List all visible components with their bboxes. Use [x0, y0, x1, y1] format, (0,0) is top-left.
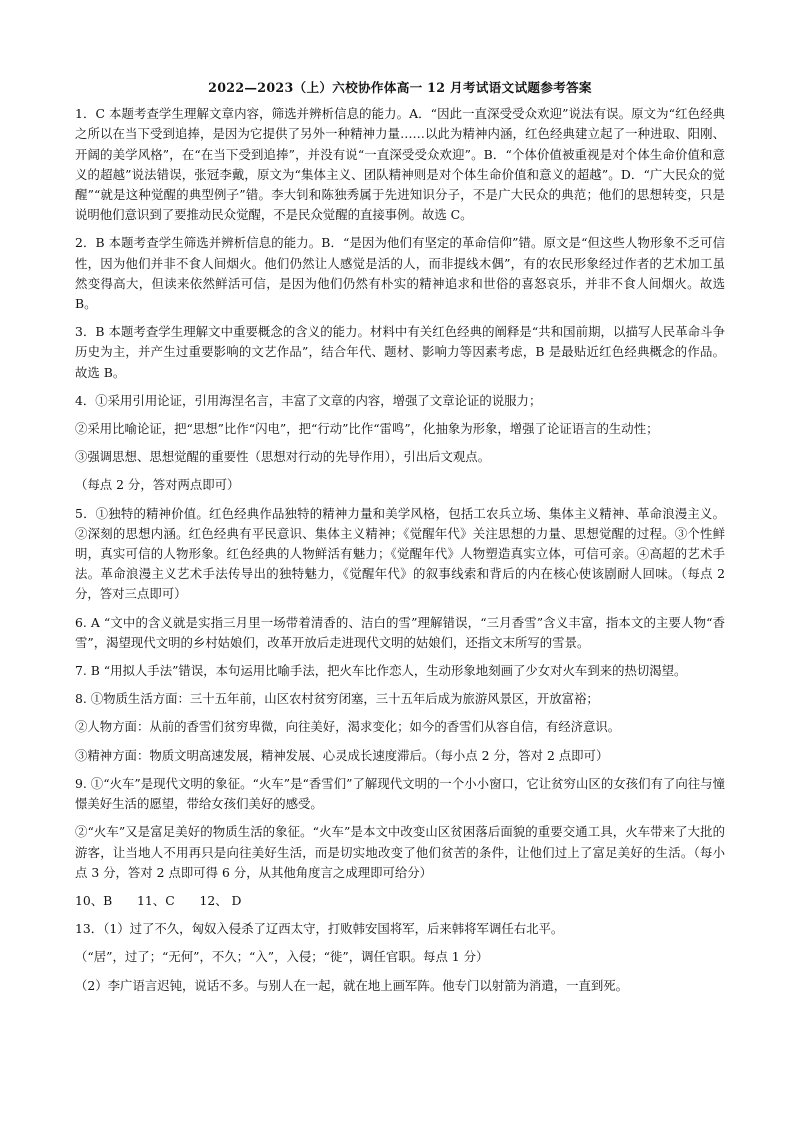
answer-2: 2．B 本题考查学生筛选并辨析信息的能力。B．“是因为他们有坚定的革命信仰”错。原文是“但这些人物形象不乏可信性，因为他们并非不食人间烟火。他们仍然让人感觉是活的人，而非提线木偶”，有的农民形象经过作者的艺术加工虽然变得高大，但读来依然鲜活可信，是因为他们仍然有朴实的精神追求和世俗的喜怒哀乐，并非不食人间烟火。故选 B。 [75, 235, 725, 312]
answer-13-part-2: （2）李广语言迟钝，说话不多。与别人在一起，就在地上画军阵。他专门以射箭为消遣，一直到死。 [75, 977, 629, 993]
answer-9-point-1: 9. ①“火车”是现代文明的象征。“火车”是“香雪们”了解现代文明的一个小小窗口，它让贫穷山区的女孩们有了向往与憧憬美好生活的愿望，带给女孩们美好的感受。 [75, 775, 725, 812]
answer-8-point-2: ②人物方面：从前的香雪们贫穷卑微，向往美好，渴求变化；如今的香雪们从容自信，有经济意识。 [75, 719, 621, 735]
document-title: 2022—2023（上）六校协作体高一 12 月考试语文试题参考答案 [208, 80, 592, 95]
answer-5: 5．①独特的精神价值。红色经典作品独特的精神力量和美学风格，包括工农兵立场、集体主义精神、革命浪漫主义。②深刻的思想内涵。红色经典有平民意识、集体主义精神；《觉醒年代》关注思想的力量、思想觉醒的过程。③个性鲜明，真实可信的人物形象。红色经典的人物鲜活有魅力；《觉醒年代》人物塑造真实立体，可信可亲。④高超的艺术手法。革命浪漫主义艺术手法传导出的独特魅力，《觉醒年代》的叙事线索和背后的内在核心使该剧耐人回味。（每点 2 分，答对三点即可） [75, 505, 725, 602]
answer-document [75, 78, 725, 1004]
answer-1: 1．C 本题考查学生理解文章内容，筛选并辨析信息的能力。A．“因此一直深受受众欢迎”说法有误。原文为“红色经典之所以在当下受到追捧，是因为它提供了另外一种精神力量……以此为精神内涵，红色经典建立起了一种进取、阳刚、开阔的美学风格”，在“在当下受到追捧”，并没有说“一直深受受众欢迎”。B．“个体价值被重视是对个体生命价值和意义的超越”说法错误，张冠李戴，原文为“集体主义、团队精神则是对个体生命价值和意义的超越”。D．“广大民众的觉醒”“就是这种觉醒的典型例子”错。李大钊和陈独秀属于先进知识分子，不是广大民众的典范；他们的思想转变，只是说明他们意识到了要推动民众觉醒，不是民众觉醒的直接事例。故选 C。 [75, 106, 725, 223]
answer-8-point-3: ③精神方面：物质文明高速发展，精神发展、心灵成长速度滞后。（每小点 2 分，答对 2 点即可） [75, 747, 609, 763]
answer-6: 6. A “文中的含义就是实指三月里一场带着清香的、洁白的雪”理解错误，“三月香雪”含义丰富，指本文的主要人物“香雪”，渴望现代文明的乡村姑娘们，改革开放后走进现代文明的姑娘们，还指文末所写的雪景。 [75, 614, 725, 650]
answer-7: 7. B “用拟人手法”错误，本句运用比喻手法，把火车比作恋人，生动形象地刻画了少女对火车到来的热切渴望。 [75, 663, 687, 679]
answer-4-point-2: ②采用比喻论证，把“思想”比作“闪电”，把“行动”比作“雷鸣”，化抽象为形象，增强了论证语言的生动性； [75, 421, 659, 437]
answer-8-point-1: 8. ①物质生活方面：三十五年前，山区农村贫穷闭塞，三十五年后成为旅游风景区，开放富裕； [75, 691, 599, 707]
answer-13-part-1: 13．（1）过了不久，匈奴入侵杀了辽西太守，打败韩安国将军，后来韩将军调任右北平。 [75, 921, 564, 937]
answer-4-point-1: 4．①采用引用论证，引用海涅名言，丰富了文章的内容，增强了文章论证的说服力； [75, 392, 542, 408]
answer-3: 3．B 本题考查学生理解文中重要概念的含义的能力。材料中有关红色经典的阐释是“共和国前期，以描写人民革命斗争历史为主，并产生过重要影响的文艺作品”，结合年代、题材、影响力等因素考虑，B 是最贴近红色经典概念的作品。故选 B。 [75, 324, 725, 380]
answers-10-12: 10、B 11、C 12、 D [75, 892, 242, 908]
answer-9-point-2: ②“火车”又是富足美好的物质生活的象征。“火车”是本文中改变山区贫困落后面貌的重要交通工具，火车带来了大批的游客，让当地人不用再只是向往美好生活，而是切实地改变了他们贫苦的条件，让他们过上了富足美好的生活。（每小点 3 分，答对 2 点即可得 6 分，从其他角度言之成理即可给分） [75, 824, 725, 880]
answer-4-point-3: ③强调思想、思想觉醒的重要性（思想对行动的先导作用），引出后文观点。 [75, 449, 491, 465]
answer-13-part-1-scoring: （“居”，过了；“无何”，不久；“入”，入侵；“徙”，调任官职。每点 1 分） [75, 949, 489, 965]
answer-4-scoring: （每点 2 分，答对两点即可） [75, 477, 240, 493]
